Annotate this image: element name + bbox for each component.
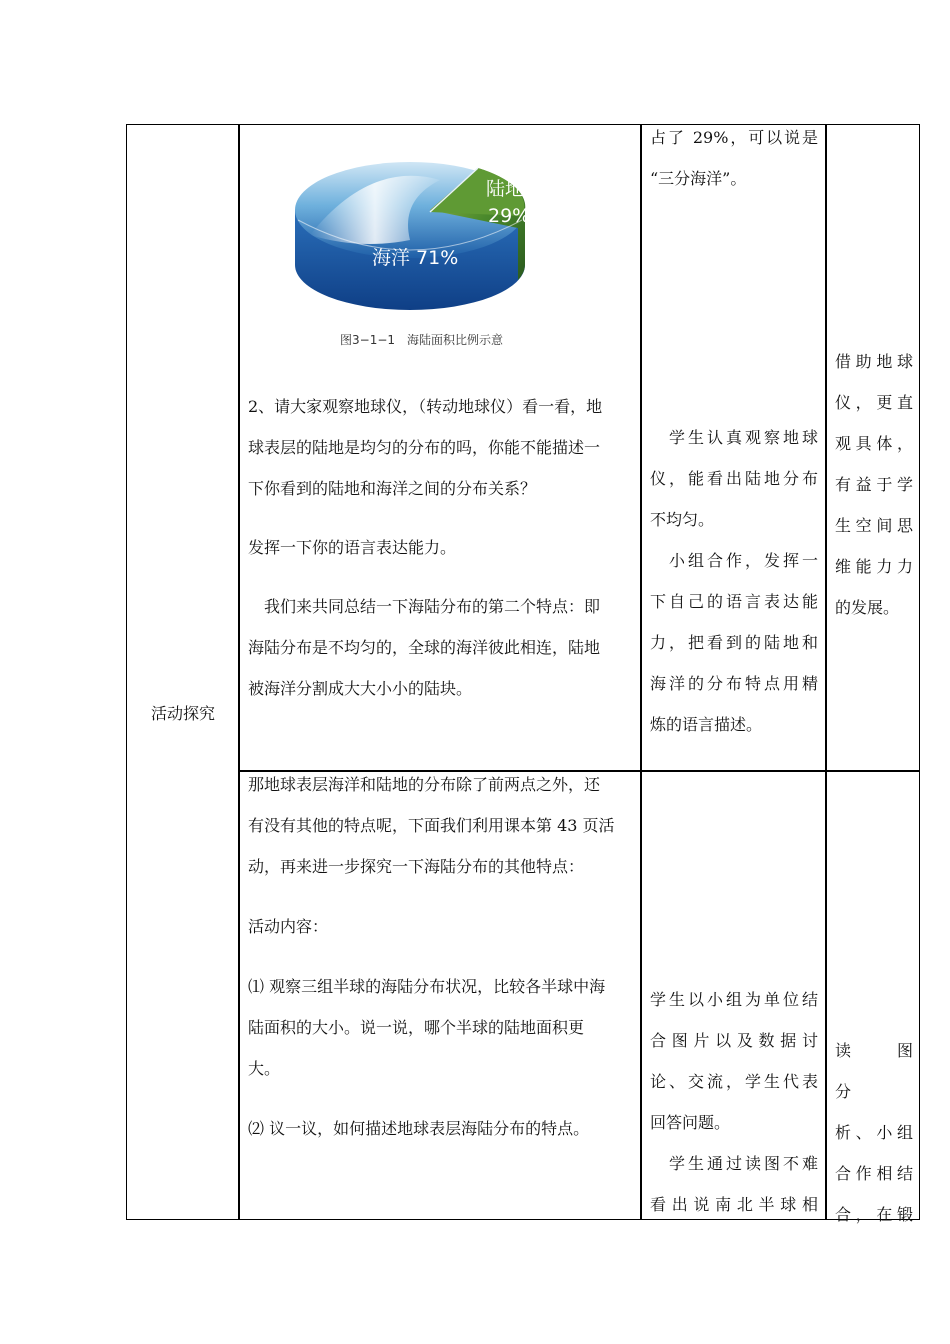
- student-line: 仪，能看出陆地分布: [650, 469, 818, 488]
- student-line: 海洋的分布特点用精: [650, 674, 818, 693]
- item-1-line: 陆面积的大小。说一说，哪个半球的陆地面积更: [248, 1018, 585, 1037]
- intent-line: 读 图 分: [835, 1041, 930, 1101]
- student-line: 学生认真观察地球: [650, 428, 818, 447]
- student-activity-1-top: [650, 117, 818, 199]
- summary-line: 海陆分布是不均匀的，全球的海洋彼此相连，陆地: [248, 638, 601, 657]
- intent-line: 生空间思: [835, 516, 913, 535]
- intent-line: 析、小组: [835, 1123, 913, 1142]
- summary-line: 我们来共同总结一下海陆分布的第二个特点：即: [248, 597, 601, 616]
- student-line: 不均匀。: [650, 510, 715, 529]
- item-1-line: 大。: [248, 1059, 281, 1078]
- item-1-line: ⑴ 观察三组半球的海陆分布状况，比较各半球中海: [248, 977, 606, 996]
- student-line: 下自己的语言表达能: [650, 592, 818, 611]
- intent-line: 的发展。: [835, 598, 900, 617]
- intent-line: 仪，更直: [835, 393, 913, 412]
- summary-line: 被海洋分割成大大小小的陆块。: [248, 679, 473, 698]
- design-intent-1: [835, 341, 913, 628]
- intro-line: 有没有其他的特点呢，下面我们利用课本第 43 页活: [248, 816, 615, 835]
- land-label: 陆地: [486, 178, 525, 200]
- intent-line: 合作相结: [835, 1164, 913, 1183]
- ocean-land-figure: [290, 140, 530, 312]
- intent-line: 有益于学: [835, 475, 913, 494]
- student-activity-2: [650, 979, 818, 1225]
- intent-line: 维能力力: [835, 557, 913, 576]
- student-line: 看出说南北半球相: [650, 1195, 818, 1214]
- student-line: 学生通过读图不难: [650, 1154, 818, 1173]
- item-2: ⑵ 议一议，如何描述地球表层海陆分布的特点。: [248, 1119, 590, 1138]
- ocean-land-pie: [290, 140, 530, 312]
- question-2-line: 2、请大家观察地球仪，（转动地球仪）看一看，地: [248, 397, 603, 416]
- intent-line: 借助地球: [835, 352, 913, 371]
- student-line: 学生以小组为单位结: [650, 990, 818, 1009]
- student-line: 回答问题。: [650, 1113, 731, 1132]
- student-activity-1: [650, 417, 818, 745]
- student-line: 炼的语言描述。: [650, 715, 763, 734]
- ocean-label: 海洋 71%: [372, 247, 459, 269]
- teacher-activity-2: [248, 764, 630, 1149]
- intro-line: 那地球表层海洋和陆地的分布除了前两点之外，还: [248, 775, 601, 794]
- student-line: 占了 29%，可以说是: [650, 128, 818, 147]
- question-2-line: 球表层的陆地是均匀的分布的吗，你能不能描述一: [248, 438, 601, 457]
- figure-caption: 图3−1−1 海陆面积比例示意: [340, 333, 504, 347]
- land-percent: 29%: [488, 205, 530, 227]
- section-label: 活动探究: [151, 704, 216, 723]
- teacher-activity-1: [248, 386, 630, 709]
- column-divider-2: [640, 124, 642, 1220]
- question-2-line: 下你看到的陆地和海洋之间的分布关系？: [248, 479, 537, 498]
- design-intent-2: [835, 1030, 930, 1235]
- intent-line: 合，在锻: [835, 1205, 913, 1224]
- intro-line: 动，再来进一步探究一下海陆分布的其他特点：: [248, 857, 585, 876]
- express-prompt: 发挥一下你的语言表达能力。: [248, 538, 457, 557]
- student-line: 合图片以及数据讨: [650, 1031, 818, 1050]
- student-line: “三分海洋”。: [650, 169, 747, 188]
- column-divider-1: [238, 124, 240, 1220]
- student-line: 小组合作，发挥一: [650, 551, 818, 570]
- student-line: 力，把看到的陆地和: [650, 633, 818, 652]
- intent-line: 观具体，: [835, 434, 913, 453]
- column-divider-3: [825, 124, 827, 1220]
- student-line: 论、交流，学生代表: [650, 1072, 818, 1091]
- activity-content-label: 活动内容：: [248, 917, 329, 936]
